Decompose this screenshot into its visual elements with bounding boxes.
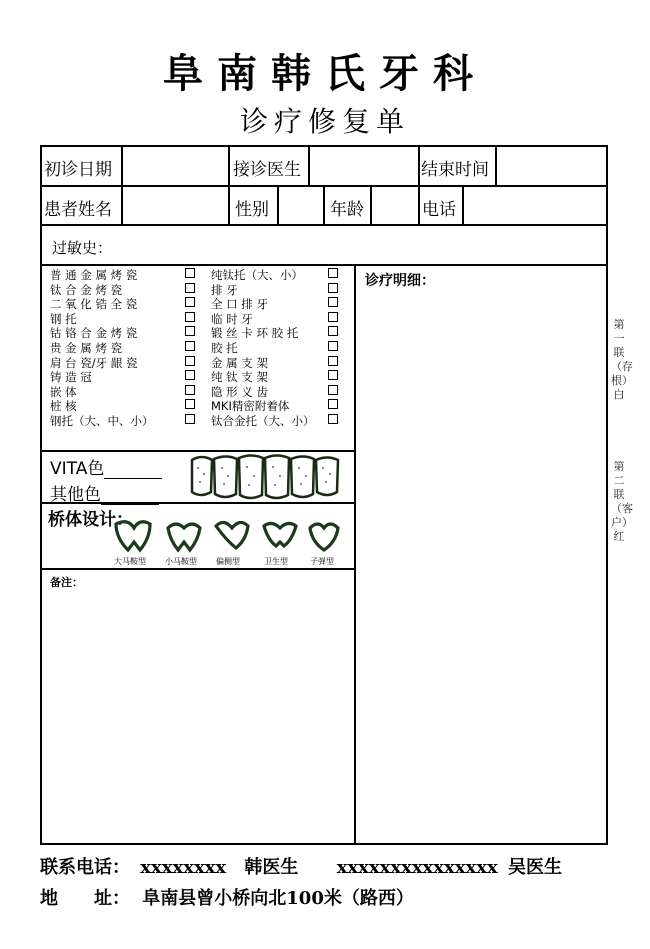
- checkbox-icon[interactable]: [185, 268, 195, 278]
- material-option[interactable]: [50, 356, 195, 371]
- doctor-name: 吴医生: [507, 857, 562, 878]
- copy-note-second: 第二联（客户）红: [611, 460, 633, 543]
- material-option[interactable]: [211, 399, 338, 414]
- materials-list-left: [50, 268, 195, 429]
- gender-label: 性别: [235, 200, 269, 220]
- material-option[interactable]: [50, 268, 195, 283]
- checkbox-icon[interactable]: [185, 326, 195, 336]
- phone-number: xxxxxxxxxxxxxxx: [336, 857, 498, 878]
- checkbox-icon[interactable]: [328, 370, 338, 380]
- material-option-label: 锻 丝 卡 环 胶 托: [211, 326, 299, 341]
- material-option-label: 胶 托: [211, 340, 238, 355]
- materials-list-right: [211, 268, 338, 429]
- material-option[interactable]: [50, 385, 195, 400]
- bridge-type-label: 卫生型: [264, 557, 288, 566]
- material-option[interactable]: [211, 370, 338, 385]
- material-option[interactable]: [50, 370, 195, 385]
- material-option-label: 钢托（大、中、小）: [50, 413, 154, 428]
- contact-line: [40, 853, 562, 879]
- material-option-label: 钴 铬 合 金 烤 瓷: [50, 326, 138, 341]
- checkbox-icon[interactable]: [328, 414, 338, 424]
- material-option[interactable]: [211, 356, 338, 371]
- material-option-label: 金 属 支 架: [211, 355, 268, 370]
- material-option[interactable]: [50, 297, 195, 312]
- vita-shade-label: VITA色: [50, 454, 162, 479]
- allergy-label: 过敏史：: [52, 239, 113, 257]
- treatment-detail-label: 诊疗明细：: [365, 273, 435, 289]
- checkbox-icon[interactable]: [185, 370, 195, 380]
- bridge-design-label: 桥体设计：: [48, 510, 133, 530]
- material-option[interactable]: [211, 283, 338, 298]
- copy-note-first: 第一联（存根）白: [611, 318, 633, 401]
- divider: [418, 145, 420, 225]
- checkbox-icon[interactable]: [328, 356, 338, 366]
- address-line: [40, 884, 414, 910]
- checkbox-icon[interactable]: [185, 297, 195, 307]
- teeth-shade-illustration: [186, 454, 348, 500]
- material-option[interactable]: [211, 312, 338, 327]
- material-option[interactable]: [50, 399, 195, 414]
- bridge-type-label: 子弹型: [310, 557, 334, 566]
- divider: [40, 264, 608, 266]
- divider: [323, 185, 325, 225]
- checkbox-icon[interactable]: [185, 356, 195, 366]
- phone-label: 电话: [422, 200, 456, 220]
- divider: [40, 568, 354, 570]
- doctor-label: 接诊医生: [233, 160, 301, 180]
- divider: [370, 185, 372, 225]
- material-option-label: 纯钛托（大、小）: [211, 268, 303, 282]
- material-option[interactable]: [211, 341, 338, 356]
- form-subtitle: 诊疗修复单: [239, 105, 410, 138]
- checkbox-icon[interactable]: [328, 399, 338, 409]
- divider: [228, 145, 230, 225]
- age-label: 年龄: [330, 200, 364, 220]
- material-option-label: MKI精密附着体: [211, 399, 290, 414]
- checkbox-icon[interactable]: [185, 341, 195, 351]
- material-option[interactable]: [211, 385, 338, 400]
- material-option-label: 全 口 排 牙: [211, 297, 268, 312]
- material-option[interactable]: [211, 414, 338, 429]
- material-option-label: 排 牙: [211, 282, 238, 297]
- divider: [121, 145, 123, 225]
- address-text: 阜南县曾小桥向北100米（路西）: [142, 888, 414, 909]
- clinic-title: 阜南韩氏牙科: [163, 50, 487, 97]
- contact-label: 联系电话：: [40, 857, 130, 878]
- material-option[interactable]: [50, 414, 195, 429]
- material-option-label: 肩 台 瓷/牙 龈 瓷: [50, 355, 138, 370]
- material-option-label: 二 氧 化 锆 全 瓷: [50, 297, 138, 312]
- checkbox-icon[interactable]: [185, 399, 195, 409]
- checkbox-icon[interactable]: [328, 297, 338, 307]
- divider: [462, 185, 464, 225]
- other-shade-label: 其他色: [50, 480, 159, 505]
- first-visit-date-label: 初诊日期: [44, 160, 112, 180]
- material-option[interactable]: [211, 326, 338, 341]
- checkbox-icon[interactable]: [185, 385, 195, 395]
- checkbox-icon[interactable]: [185, 312, 195, 322]
- divider: [277, 185, 279, 225]
- doctor-name: 韩医生: [244, 857, 299, 878]
- checkbox-icon[interactable]: [328, 268, 338, 278]
- patient-name-label: 患者姓名: [44, 200, 112, 220]
- material-option[interactable]: [50, 312, 195, 327]
- divider: [308, 145, 310, 185]
- divider: [495, 145, 497, 185]
- material-option-label: 隐 形 义 齿: [211, 384, 268, 399]
- material-option[interactable]: [50, 283, 195, 298]
- material-option-label: 钢 托: [50, 311, 77, 326]
- material-option[interactable]: [211, 297, 338, 312]
- material-option-label: 钛 合 金 烤 瓷: [50, 282, 123, 297]
- remarks-label: 备注：: [50, 576, 83, 589]
- divider: [40, 450, 354, 452]
- phone-number: xxxxxxxx: [140, 857, 227, 878]
- end-time-label: 结束时间: [421, 160, 489, 180]
- material-option[interactable]: [50, 326, 195, 341]
- checkbox-icon[interactable]: [185, 414, 195, 424]
- material-option-label: 嵌 体: [50, 384, 77, 399]
- material-option-label: 钛合金托（大、小）: [211, 413, 315, 428]
- checkbox-icon[interactable]: [328, 326, 338, 336]
- bridge-type-label: 偏侧型: [216, 557, 240, 566]
- material-option-label: 桩 核: [50, 399, 77, 414]
- bridge-type-label: 大马鞍型: [114, 557, 146, 566]
- material-option-label: 铸 造 冠: [50, 370, 92, 385]
- material-option-label: 纯 钛 支 架: [211, 370, 268, 385]
- checkbox-icon[interactable]: [328, 283, 338, 293]
- bridge-type-label: 小马鞍型: [165, 557, 197, 566]
- address-label: 地 址：: [40, 888, 130, 909]
- material-option[interactable]: [50, 341, 195, 356]
- bridge-shapes: [110, 516, 355, 556]
- material-option-label: 临 时 牙: [211, 311, 253, 326]
- checkbox-icon[interactable]: [328, 341, 338, 351]
- material-option-label: 普 通 金 属 烤 瓷: [50, 268, 138, 282]
- checkbox-icon[interactable]: [328, 385, 338, 395]
- material-option[interactable]: [211, 268, 338, 283]
- checkbox-icon[interactable]: [185, 283, 195, 293]
- material-option-label: 贵 金 属 烤 瓷: [50, 340, 123, 355]
- checkbox-icon[interactable]: [328, 312, 338, 322]
